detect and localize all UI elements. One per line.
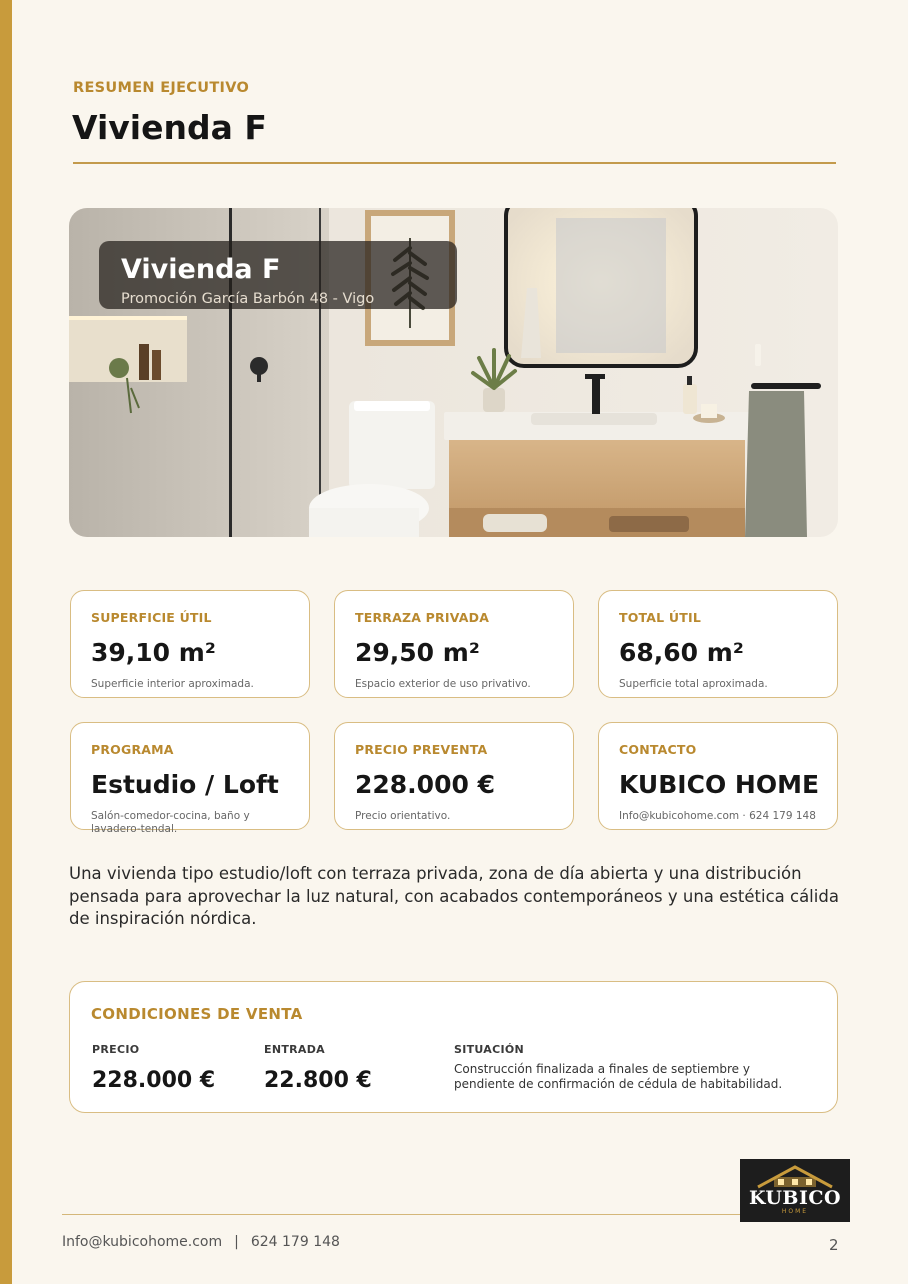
status-text: Construcción finalizada a finales de septiembre y pendiente de confirmación de cédula de habitabilidad. xyxy=(454,1062,783,1091)
status-label: SITUACIÓN xyxy=(454,1043,525,1056)
logo-wordmark: KUBICO xyxy=(748,1187,842,1209)
card-value: 39,10 m² xyxy=(91,638,216,667)
card-note: Superficie interior aproximada. xyxy=(91,678,254,690)
property-description: Una vivienda tipo estudio/loft con terraza privada, zona de día abierta y una distribución pensada para aprovechar la luz natural, con acabados contemporáneos y una estética cálida de inspiración nórdica. xyxy=(69,864,839,928)
hero-subtitle: Promoción García Barbón 48 - Vigo xyxy=(121,291,375,307)
card-value: 29,50 m² xyxy=(355,638,480,667)
card-value: 68,60 m² xyxy=(619,638,744,667)
card-note: Superficie total aproximada. xyxy=(619,678,768,690)
card-note: Info@kubicohome.com · 624 179 148 xyxy=(619,810,816,822)
card-note: Precio orientativo. xyxy=(355,810,451,822)
card-label: TERRAZA PRIVADA xyxy=(355,610,490,625)
footer-email[interactable]: Info@kubicohome.com xyxy=(62,1234,223,1250)
card-value: KUBICO HOME xyxy=(619,770,820,799)
card-label: PRECIO PREVENTA xyxy=(355,742,488,757)
price-value: 228.000 € xyxy=(92,1068,216,1093)
card-label: CONTACTO xyxy=(619,742,697,757)
hero-title: Vivienda F xyxy=(121,254,281,285)
footer-phone[interactable]: 624 179 148 xyxy=(250,1234,340,1250)
page-number: 2 xyxy=(829,1236,839,1254)
kubico-home-logo xyxy=(740,1159,850,1222)
stat-card-programa xyxy=(70,722,310,835)
card-label: PROGRAMA xyxy=(91,742,174,757)
footer-contact xyxy=(62,1234,340,1250)
card-note: Espacio exterior de uso privativo. xyxy=(355,678,531,690)
stat-card-contacto xyxy=(598,722,838,830)
card-label: SUPERFICIE ÚTIL xyxy=(91,610,212,625)
stat-card-superficie-util xyxy=(70,590,310,698)
card-label: TOTAL ÚTIL xyxy=(619,610,701,625)
title-divider xyxy=(73,162,836,164)
price-label: PRECIO xyxy=(92,1043,140,1056)
footer-divider xyxy=(62,1214,740,1215)
page-title: Vivienda F xyxy=(72,108,267,147)
accent-sidebar-bar xyxy=(0,0,12,1284)
footer-separator: | xyxy=(234,1234,239,1250)
stat-card-precio-preventa xyxy=(334,722,574,830)
card-value: 228.000 € xyxy=(355,770,495,799)
stat-card-total-util xyxy=(598,590,838,698)
logo-subtitle: HOME xyxy=(781,1208,809,1215)
sale-conditions-panel xyxy=(69,981,838,1113)
conditions-title: CONDICIONES DE VENTA xyxy=(91,1005,303,1023)
hero-caption xyxy=(99,241,457,309)
card-value: Estudio / Loft xyxy=(91,770,279,799)
deposit-value: 22.800 € xyxy=(264,1068,372,1093)
hero-image xyxy=(69,208,838,537)
card-note: Salón-comedor-cocina, baño y lavadero-tendal. xyxy=(91,810,250,835)
stat-card-terraza-privada xyxy=(334,590,574,698)
section-eyebrow: RESUMEN EJECUTIVO xyxy=(73,80,250,96)
deposit-label: ENTRADA xyxy=(264,1043,325,1056)
